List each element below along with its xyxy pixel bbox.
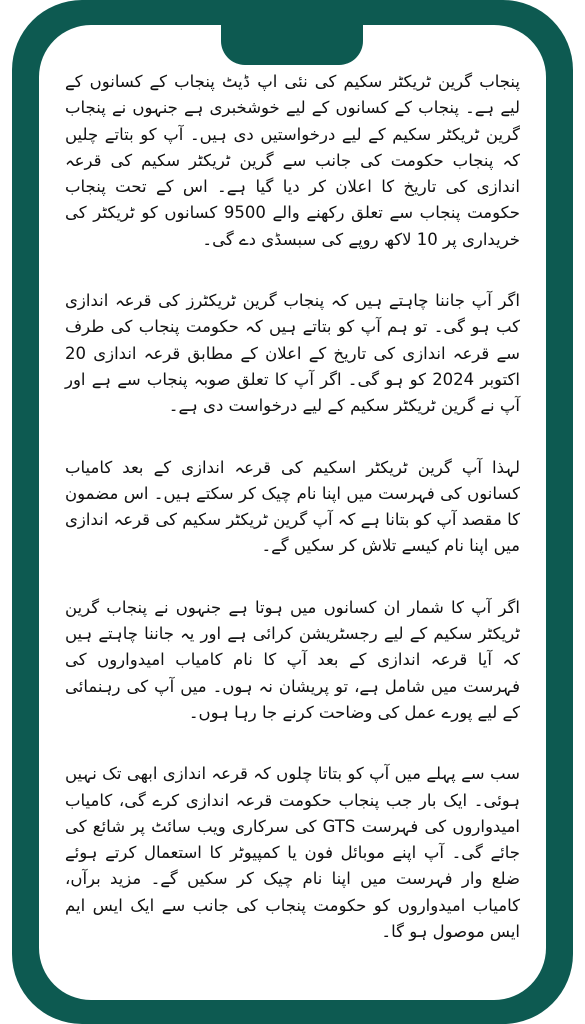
phone-notch [221, 25, 363, 65]
article-paragraph-4: اگر آپ کا شمار ان کسانوں میں ہوتا ہے جنہوں نے پنجاب گرین ٹریکٹر سکیم کے لیے رجسٹریشن کرائی ہے اور یہ جاننا چاہتے ہیں کہ آیا قرعہ اندازی کے بعد آپ کا نام کامیاب امیدواروں کی فہرست میں شامل ہے، تو پریشان نہ ہوں۔ میں آپ کی رہنمائی کے لیے پورے عمل کی وضاحت کرنے جا رہا ہوں۔ [65, 597, 520, 722]
article-paragraph-1: پنجاب گرین ٹریکٹر سکیم کی نئی اپ ڈیٹ پنجاب کے کسانوں کے لیے ہے۔ پنجاب کے کسانوں کے لیے خوشخبری ہے جنہوں نے پنجاب گرین ٹریکٹر سکیم کے لیے درخواستیں دی ہیں۔ آپ کو بتاتے چلیں کہ پنجاب حکومت کی جانب سے گرین ٹریکٹر سکیم کی قرعہ اندازی کی تاریخ کا اعلان کر دیا گیا ہے۔ اس کے تحت پنجاب حکومت پنجاب سے تعلق رکھنے والے 9500 کسانوں کو ٹریکٹر کی خریداری پر 10 لاکھ روپے کی سبسڈی دے گی۔ [65, 72, 520, 249]
article-paragraph-2: اگر آپ جاننا چاہتے ہیں کہ پنجاب گرین ٹریکٹرز کی قرعہ اندازی کب ہو گی۔ تو ہم آپ کو بتاتے ہیں کہ حکومت پنجاب کی طرف سے قرعہ اندازی کی تاریخ کے اعلان کے مطابق قرعہ اندازی 20 اکتوبر 2024 کو ہو گی۔ اگر آپ کا تعلق صوبہ پنجاب سے ہے اور آپ نے گرین ٹریکٹر سکیم کے لیے درخواست دی ہے۔ [65, 291, 521, 416]
article-paragraph-5: سب سے پہلے میں آپ کو بتاتا چلوں کہ قرعہ اندازی ابھی تک نہیں ہوئی۔ ایک بار جب پنجاب حکومت قرعہ اندازی کرے گی، کامیاب امیدواروں کی فہرست GTS کی سرکاری ویب سائٹ پر شائع کی جائے گی۔ آپ اپنے موبائل فون یا کمپیوٹر کا استعمال کرتے ہوئے ضلع وار فہرست میں اپنا نام چیک کر سکیں گے۔ مزید برآں، کامیاب امیدواروں کو حکومت پنجاب کی جانب سے ایک ایس ایم ایس موصول ہو گا۔ [65, 764, 520, 942]
article-paragraph-3: لہذا آپ گرین ٹریکٹر اسکیم کی قرعہ اندازی کے بعد کامیاب کسانوں کی فہرست میں اپنا نام چیک کر سکتے ہیں۔ اس مضمون کا مقصد آپ کو بتانا ہے کہ آپ گرین ٹریکٹر سکیم کی قرعہ اندازی میں اپنا نام کیسے تلاش کر سکیں گے۔ [65, 457, 520, 556]
phone-screen [39, 25, 546, 1000]
phone-frame [12, 0, 573, 1024]
article-body [65, 69, 520, 980]
